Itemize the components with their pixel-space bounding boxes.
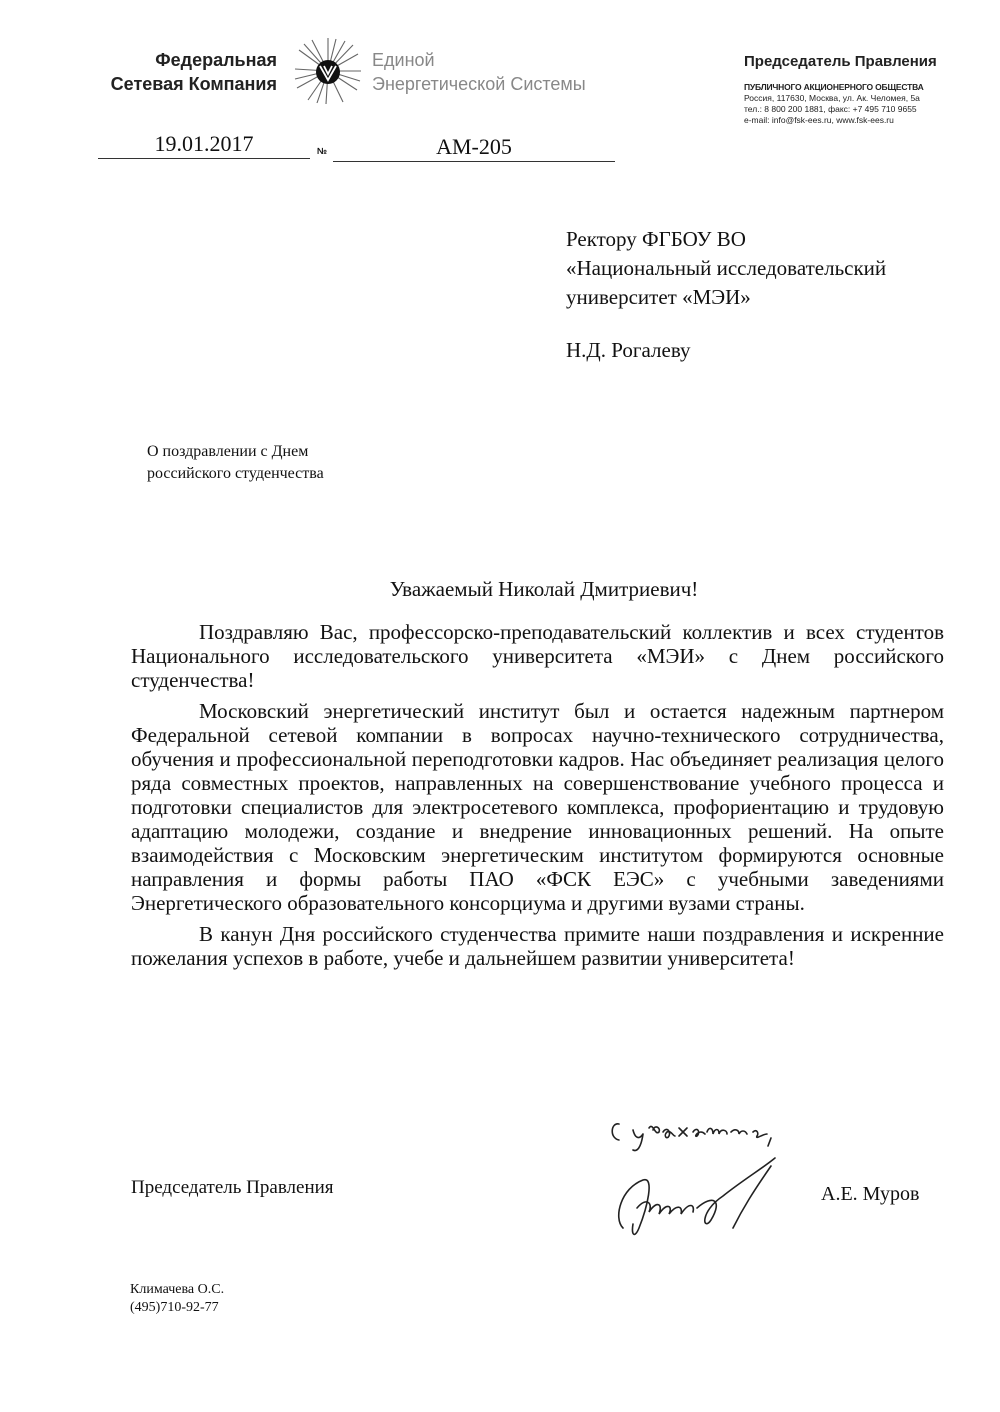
signatory-name: А.Е. Муров [821, 1183, 920, 1205]
company-name-left-line2: Сетевая Компания [110, 74, 277, 94]
addressee-block [566, 225, 986, 365]
body-paragraph: Московский энергетический институт был и остается надежным партнером Федеральной сетевой компании в вопросах научно-технического сотрудничества, обучения и профессиональной переподготовки кадров. Нас объединяет реализация целого ряда совместных проектов, направленных на совершенствование учебного процесса и подготовки специалистов для электросетевого комплекса, профориентацию и трудовую адаптацию молодежи, создание и внедрение инновационных решений. На опыте взаимодействия с Московским энергетическим институтом формируются основные направления и формы работы ПАО «ФСК ЕЭС» с учебными заведениями Энергетического образовательного консорциума и другими вузами страны. [131, 699, 944, 915]
subject-line2: российского студенчества [147, 465, 324, 482]
executor-block [130, 1281, 224, 1317]
letterhead-phone: тел.: 8 800 200 1881, факс: +7 495 710 9655 [744, 104, 917, 114]
addressee-name: Н.Д. Рогалеву [566, 338, 691, 362]
letterhead-address: Россия, 117630, Москва, ул. Ак. Челомея, 5а [744, 93, 920, 103]
outgoing-number-label: № [317, 146, 328, 156]
company-name-right-line2: Энергетической Системы [372, 74, 586, 94]
letter-subject [147, 441, 447, 485]
addressee-line2: «Национальный исследовательский [566, 256, 887, 280]
company-name-right [372, 48, 586, 96]
executor-name: Климачева О.С. [130, 1282, 225, 1297]
letter-body [131, 620, 944, 977]
company-name-left-line1: Федеральная [155, 50, 277, 70]
letterhead-contacts [744, 52, 974, 126]
company-name-left [96, 48, 277, 96]
company-name-right-line1: Единой [372, 50, 435, 70]
letterhead-email: e-mail: info@fsk-ees.ru, www.fsk-ees.ru [744, 115, 894, 125]
letterhead-subtitle: ПУБЛИЧНОГО АКЦИОНЕРНОГО ОБЩЕСТВА [744, 82, 924, 92]
fsk-ees-logo-icon [293, 36, 363, 106]
letterhead-title: Председатель Правления [744, 53, 937, 70]
salutation: Уважаемый Николай Дмитриевич! [389, 577, 699, 601]
handwritten-signature [603, 1108, 803, 1258]
addressee-line3: университет «МЭИ» [566, 285, 751, 309]
outgoing-number: АМ-205 [333, 133, 615, 162]
subject-line1: О поздравлении с Днем [147, 443, 309, 460]
outgoing-date: 19.01.2017 [98, 130, 310, 159]
body-paragraph: Поздравляю Вас, профессорско-преподавательский коллектив и всех студентов Национального исследовательского университета «МЭИ» с Днем российского студенчества! [131, 620, 944, 692]
executor-phone: (495)710-92-77 [130, 1300, 219, 1315]
addressee-line1: Ректору ФГБОУ ВО [566, 227, 746, 251]
body-paragraph: В канун Дня российского студенчества примите наши поздравления и искренние пожелания успехов в работе, учебе и дальнейшем развитии университета! [131, 922, 944, 970]
signatory-position: Председатель Правления [131, 1177, 334, 1198]
